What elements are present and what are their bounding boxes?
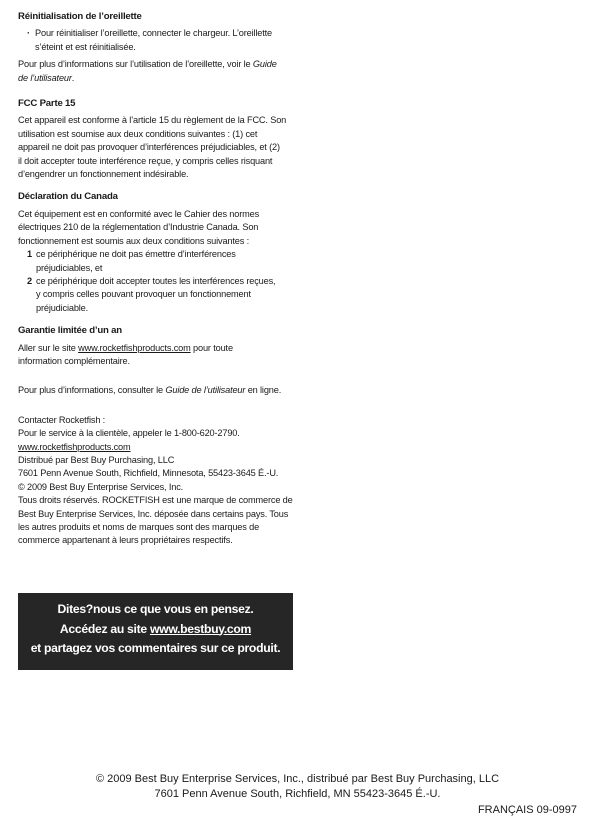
fcc-text-line: il doit accepter toute interférence reçue, y compris celles risquant <box>18 155 273 166</box>
canada-text-line: fonctionnement est soumis aux deux conditions suivantes : <box>18 235 249 246</box>
contact-line: les autres produits et noms de marques sont des marques de <box>18 522 260 532</box>
contact-line: 7601 Penn Avenue South, Richfield, Minnesota, 55423-3645 É.-U. <box>18 468 279 479</box>
reset-bullet-line: Pour réinitialiser l’oreillette, connecter le chargeur. L’oreillette <box>35 28 272 39</box>
main-column <box>18 10 294 548</box>
canada-heading: Déclaration du Canada <box>18 191 118 203</box>
bullet-dot-icon: · <box>27 28 30 39</box>
footer-copyright: © 2009 Best Buy Enterprise Services, Inc., distribué par Best Buy Purchasing, LLC <box>95 773 500 785</box>
contact-line: Contacter Rocketfish : <box>18 414 106 425</box>
canada-condition-1: 1 ce périphérique ne doit pas émettre d’interférences préjudiciables, et <box>18 248 294 275</box>
banner-line: et partagez vos commentaires sur ce produit. <box>30 641 281 655</box>
canada-condition-2: 2 ce périphérique doit accepter toutes les interférences reçues, y compris celles pouvant provoquer un fonctionnement préjudiciable. <box>18 275 294 315</box>
online-guide-line: Pour plus d’informations, consulter le Guide de l’utilisateur en ligne. <box>18 385 282 396</box>
fcc-text-line: appareil ne doit pas provoquer d’interférences préjudiciables, et (2) <box>18 142 280 153</box>
fcc-text-line: Cet appareil est conforme à l’article 15 du règlement de la FCC. Son <box>18 115 287 126</box>
reset-more-info-cont: de l’utilisateur. <box>18 72 75 83</box>
guide-reference: Guide <box>252 59 277 70</box>
bestbuy-link[interactable]: www.bestbuy.com <box>149 621 252 636</box>
condition-number: 2 <box>27 275 32 286</box>
warranty-heading: Garantie limitée d’un an <box>18 325 122 337</box>
canada-text-line: électriques 210 de la réglementation d’Industrie Canada. Son <box>18 222 259 233</box>
contact-line: Distribué par Best Buy Purchasing, LLC <box>18 454 175 465</box>
reset-bullet-line: s’éteint et est réinitialisée. <box>35 41 136 52</box>
guide-reference: Guide de l’utilisateur <box>165 385 246 396</box>
reset-heading: Réinitialisation de l’oreillette <box>18 11 142 22</box>
guide-reference: de l’utilisateur <box>18 72 72 83</box>
banner-line: Accédez au site www.bestbuy.com <box>59 621 252 636</box>
page-footer <box>0 772 595 801</box>
canada-text-line: Cet équipement est en conformité avec le Cahier des normes <box>18 208 260 219</box>
banner-line: Dites?nous ce que vous en pensez. <box>57 602 254 616</box>
contact-line: commerce appartenant à leurs propriétaires respectifs. <box>18 535 233 546</box>
reset-bullet <box>18 27 294 54</box>
fcc-text-line: d’engendrer un fonctionnement indésirable. <box>18 169 189 180</box>
page-id-label: FRANÇAIS 09-0997 <box>477 804 577 816</box>
fcc-text-line: utilisation est soumise aux deux conditions suivantes : (1) cet <box>18 128 258 139</box>
footer-address: 7601 Penn Avenue South, Richfield, MN 55423-3645 É.-U. <box>154 787 441 800</box>
contact-line: Pour le service à la clientèle, appeler le 1-800-620-2790. <box>18 428 240 439</box>
reset-more-info: Pour plus d’informations sur l’utilisation de l’oreillette, voir le Guide <box>18 59 277 70</box>
fcc-heading: FCC Parte 15 <box>18 98 76 110</box>
contact-line: Best Buy Enterprise Services, Inc. déposée dans certains pays. Tous <box>18 508 289 519</box>
condition-number: 1 <box>27 249 32 260</box>
warranty-line: Aller sur le site www.rocketfishproducts.com pour toute <box>18 342 233 353</box>
contact-website-link[interactable]: www.rocketfishproducts.com <box>18 441 131 452</box>
contact-line: © 2009 Best Buy Enterprise Services, Inc. <box>18 481 184 492</box>
rocketfish-link[interactable]: www.rocketfishproducts.com <box>78 342 191 353</box>
contact-line: Tous droits réservés. ROCKETFISH est une marque de commerce de <box>18 495 293 506</box>
feedback-banner <box>18 593 293 670</box>
warranty-line: information complémentaire. <box>18 355 130 366</box>
